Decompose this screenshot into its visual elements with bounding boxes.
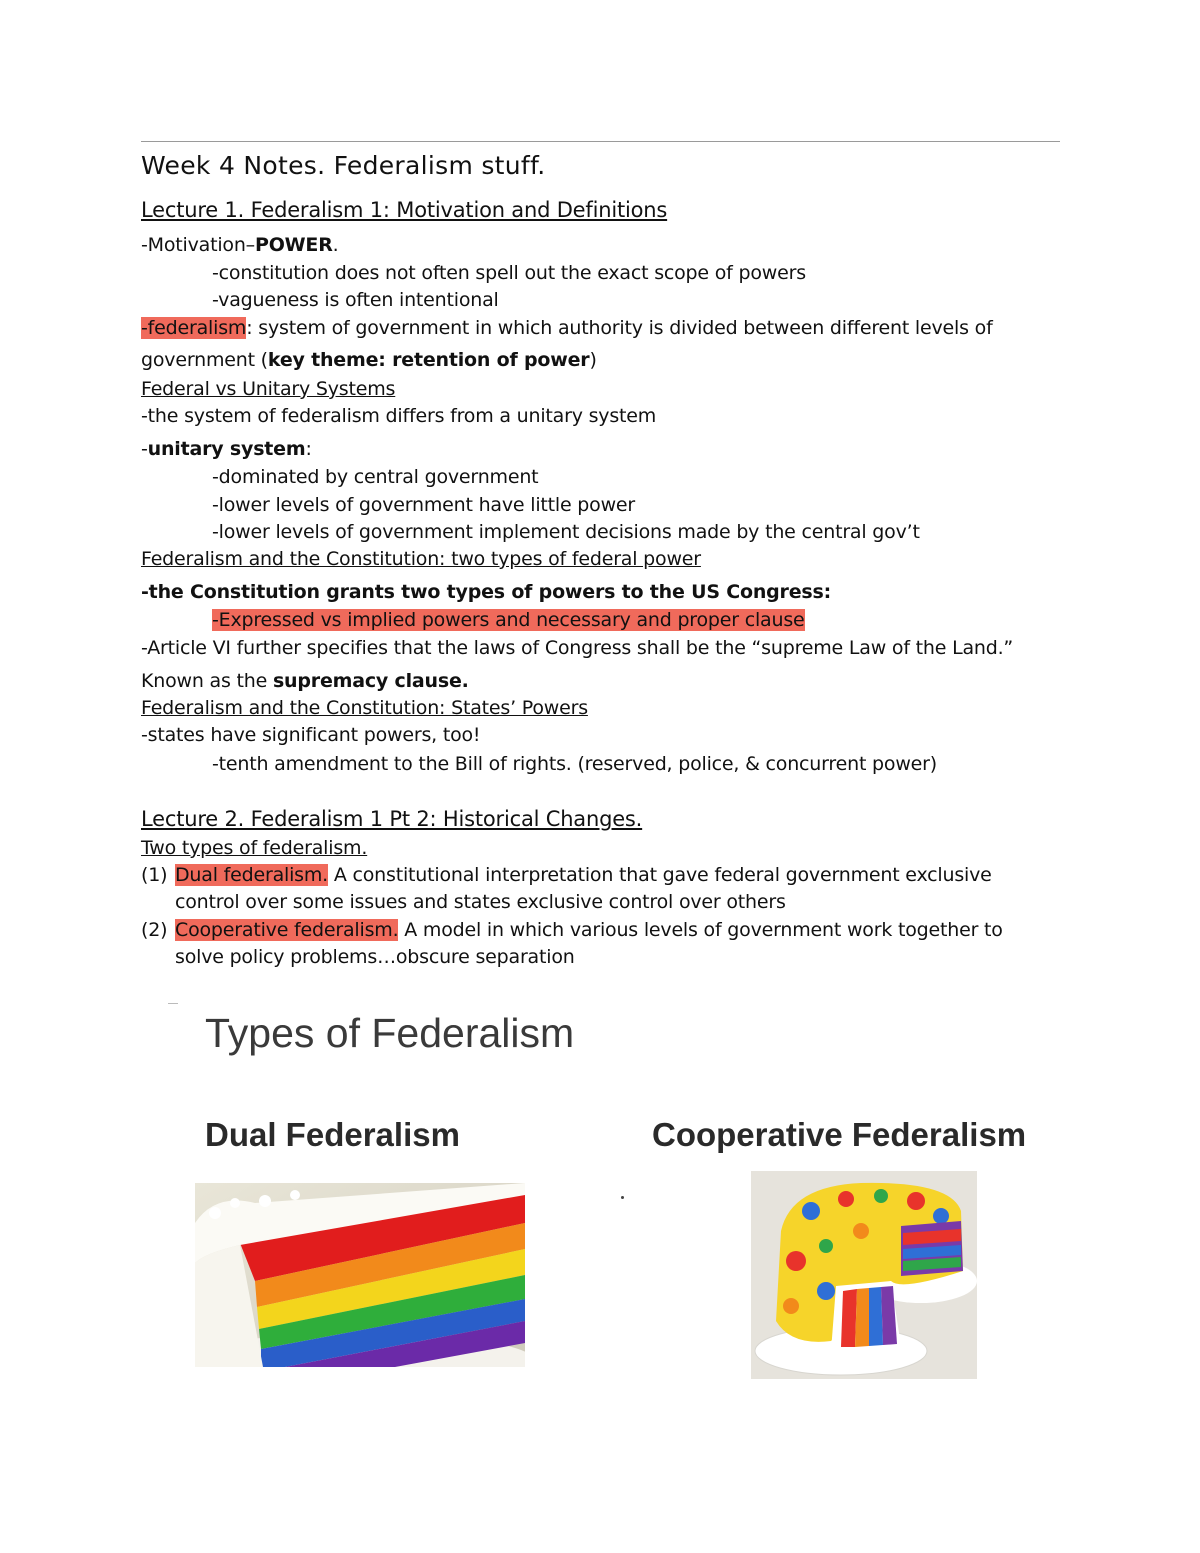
cooperative-federalism-highlight: Cooperative federalism.: [175, 919, 399, 941]
unitary-system-line: [141, 436, 312, 462]
motivation-bold: POWER: [254, 234, 333, 256]
item2-line: [175, 917, 1003, 943]
item2-line-cont: solve policy problems…obscure separation: [175, 946, 575, 968]
federalism-def-text: : system of government in which authority is divided between different levels of: [246, 317, 993, 339]
motivation-prefix: -Motivation–: [141, 234, 255, 256]
unitary-bold: unitary system: [147, 438, 306, 460]
federalism-definition: [141, 315, 993, 341]
stray-dot: [621, 1196, 624, 1199]
item1-text: A constitutional interpretation that gave federal government exclusive: [328, 864, 992, 886]
tenth-amendment-line: -tenth amendment to the Bill of rights. (reserved, police, & concurrent power): [212, 753, 937, 775]
federalism-definition-cont: [141, 347, 597, 373]
supremacy-line: [141, 668, 469, 694]
subheading-states-powers: Federalism and the Constitution: States’ Powers: [141, 697, 588, 719]
expressed-implied-line: [212, 607, 805, 633]
key-theme-bold: key theme: retention of power: [267, 349, 590, 371]
layer-cake-image: [195, 1183, 525, 1367]
marble-cake-image: [751, 1171, 977, 1379]
dual-federalism-highlight: Dual federalism.: [175, 864, 329, 886]
lecture1-heading: Lecture 1. Federalism 1: Motivation and Definitions: [141, 198, 668, 222]
unitary-point: -lower levels of government implement decisions made by the central gov’t: [212, 521, 920, 543]
vagueness-note: -vagueness is often intentional: [212, 289, 499, 311]
def2-suffix: ): [589, 349, 597, 371]
unitary-point: -lower levels of government have little power: [212, 494, 636, 516]
supremacy-bold: supremacy clause.: [272, 670, 469, 692]
lecture2-heading: Lecture 2. Federalism 1 Pt 2: Historical Changes.: [141, 807, 643, 831]
stray-mark: [168, 1003, 178, 1004]
motivation-suffix: .: [332, 234, 339, 256]
constitution-grants: -the Constitution grants two types of powers to the US Congress:: [141, 581, 832, 603]
subheading-two-types: Two types of federalism.: [141, 837, 368, 859]
unitary-point: -dominated by central government: [212, 466, 539, 488]
unitary-dash: -: [141, 438, 148, 460]
page-title: Week 4 Notes. Federalism stuff.: [141, 151, 546, 180]
motivation-line: [141, 232, 338, 258]
states-line: -states have significant powers, too!: [141, 724, 481, 746]
unitary-colon: :: [305, 438, 312, 460]
article-vi-line: -Article VI further specifies that the laws of Congress shall be the “supreme Law of the Land.”: [141, 637, 1014, 659]
item2-text: A model in which various levels of government work together to: [398, 919, 1003, 941]
cooperative-federalism-label: Cooperative Federalism: [652, 1116, 1027, 1153]
item1-number: (1): [141, 864, 168, 886]
def2-prefix: government (: [141, 349, 268, 371]
item2-number: (2): [141, 919, 168, 941]
constitution-note: -constitution does not often spell out the exact scope of powers: [212, 262, 806, 284]
subheading-federal-power: Federalism and the Constitution: two types of federal power: [141, 548, 701, 570]
federalism-term-highlight: -federalism: [141, 317, 247, 339]
top-rule: [141, 141, 1060, 142]
item1-line: [175, 862, 992, 888]
expressed-highlight: -Expressed vs implied powers and necessary and proper clause: [212, 609, 805, 631]
known-prefix: Known as the: [141, 670, 273, 692]
item1-line-cont: control over some issues and states exclusive control over others: [175, 891, 786, 913]
dual-federalism-label: Dual Federalism: [205, 1116, 460, 1153]
differs-line: -the system of federalism differs from a unitary system: [141, 405, 657, 427]
slide-title: Types of Federalism: [205, 1010, 575, 1056]
subheading-federal-vs-unitary: Federal vs Unitary Systems: [141, 378, 396, 400]
